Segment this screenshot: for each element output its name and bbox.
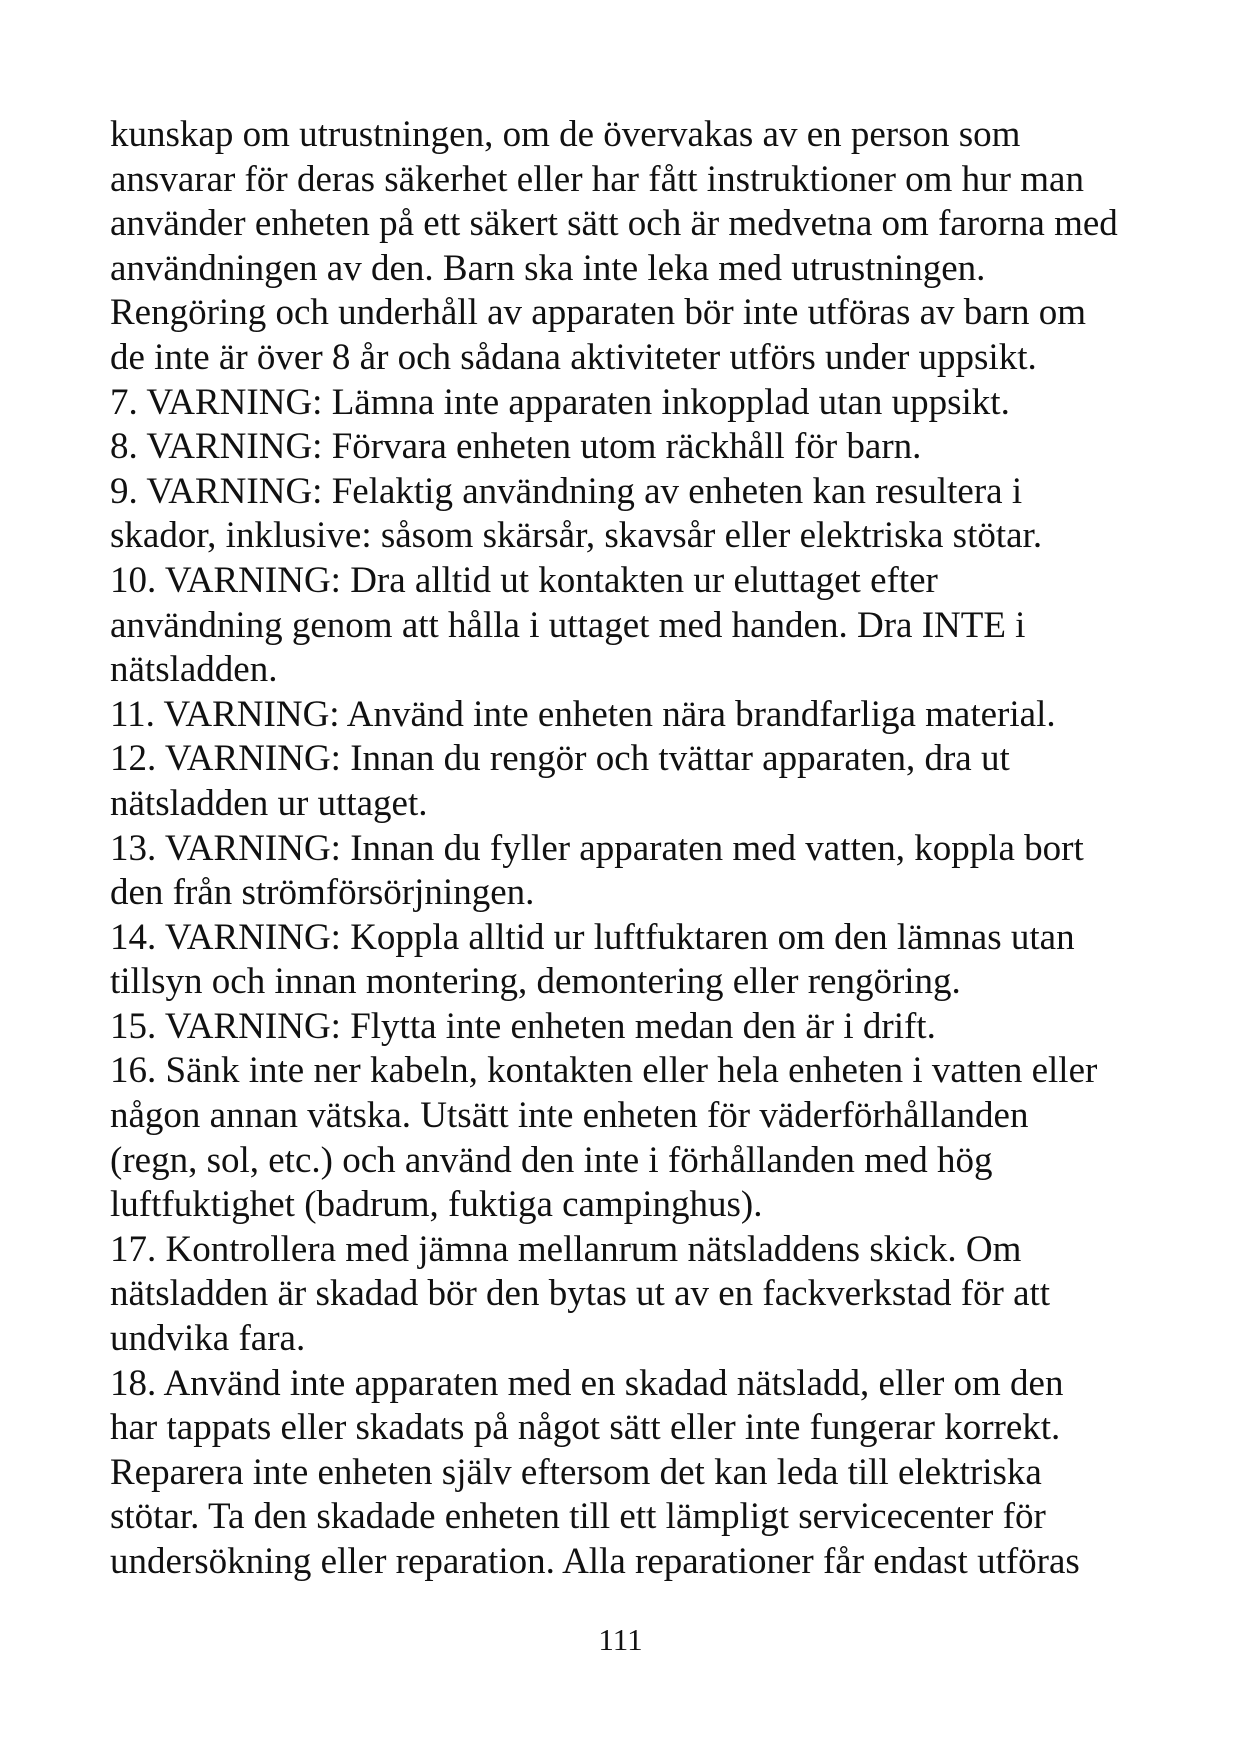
text-line: användningen av den. Barn ska inte leka med utrustningen. xyxy=(110,247,986,289)
body-text xyxy=(110,113,1180,1585)
text-line: den från strömförsörjningen. xyxy=(110,872,535,914)
warning-item-8: 8. VARNING: Förvara enheten utom räckhåll för barn. xyxy=(110,426,922,468)
list-item-16: 16. Sänk inte ner kabeln, kontakten eller hela enheten i vatten eller xyxy=(110,1050,1098,1092)
text-line: använder enheten på ett säkert sätt och är medvetna om farorna med xyxy=(110,203,1118,245)
text-line: skador, inklusive: såsom skärsår, skavsår eller elektriska stötar. xyxy=(110,515,1043,557)
text-line: nätsladden är skadad bör den bytas ut av en fackverkstad för att xyxy=(110,1273,1051,1315)
list-item-17: 17. Kontrollera med jämna mellanrum nätsladdens skick. Om xyxy=(110,1228,1022,1270)
list-item-18: 18. Använd inte apparaten med en skadad nätsladd, eller om den xyxy=(110,1362,1064,1404)
text-line: stötar. Ta den skadade enheten till ett lämpligt servicecenter för xyxy=(110,1496,1046,1538)
text-line: undvika fara. xyxy=(110,1318,306,1360)
warning-item-11: 11. VARNING: Använd inte enheten nära brandfarliga material. xyxy=(110,693,1056,735)
text-line: nätsladden ur uttaget. xyxy=(110,782,428,824)
warning-item-13: 13. VARNING: Innan du fyller apparaten med vatten, koppla bort xyxy=(110,827,1084,869)
text-line: ansvarar för deras säkerhet eller har fått instruktioner om hur man xyxy=(110,158,1084,200)
page-number: 111 xyxy=(598,1622,643,1657)
text-line: (regn, sol, etc.) och använd den inte i förhållanden med hög xyxy=(110,1139,993,1181)
text-line: användning genom att hålla i uttaget med handen. Dra INTE i xyxy=(110,604,1026,646)
text-line: luftfuktighet (badrum, fuktiga campinghus). xyxy=(110,1184,763,1226)
warning-item-14: 14. VARNING: Koppla alltid ur luftfuktaren om den lämnas utan xyxy=(110,916,1075,958)
warning-item-9: 9. VARNING: Felaktig användning av enheten kan resultera i xyxy=(110,470,1023,512)
text-line: Reparera inte enheten själv eftersom det kan leda till elektriska xyxy=(110,1451,1042,1493)
text-line: undersökning eller reparation. Alla reparationer får endast utföras xyxy=(110,1541,1080,1582)
warning-item-7: 7. VARNING: Lämna inte apparaten inkopplad utan uppsikt. xyxy=(110,381,1010,423)
text-line: nätsladden. xyxy=(110,649,278,691)
warning-item-12: 12. VARNING: Innan du rengör och tvättar apparaten, dra ut xyxy=(110,738,1010,780)
text-line: tillsyn och innan montering, demontering eller rengöring. xyxy=(110,961,961,1003)
text-line: någon annan vätska. Utsätt inte enheten för väderförhållanden xyxy=(110,1095,1029,1137)
text-line: kunskap om utrustningen, om de övervakas av en person som xyxy=(110,114,1021,155)
text-line: Rengöring och underhåll av apparaten bör inte utföras av barn om xyxy=(110,292,1087,334)
text-line: de inte är över 8 år och sådana aktiviteter utförs under uppsikt. xyxy=(110,336,1037,378)
text-line: har tappats eller skadats på något sätt eller inte fungerar korrekt. xyxy=(110,1407,1061,1449)
warning-item-10: 10. VARNING: Dra alltid ut kontakten ur eluttaget efter xyxy=(110,559,938,601)
warning-item-15: 15. VARNING: Flytta inte enheten medan den är i drift. xyxy=(110,1005,936,1047)
